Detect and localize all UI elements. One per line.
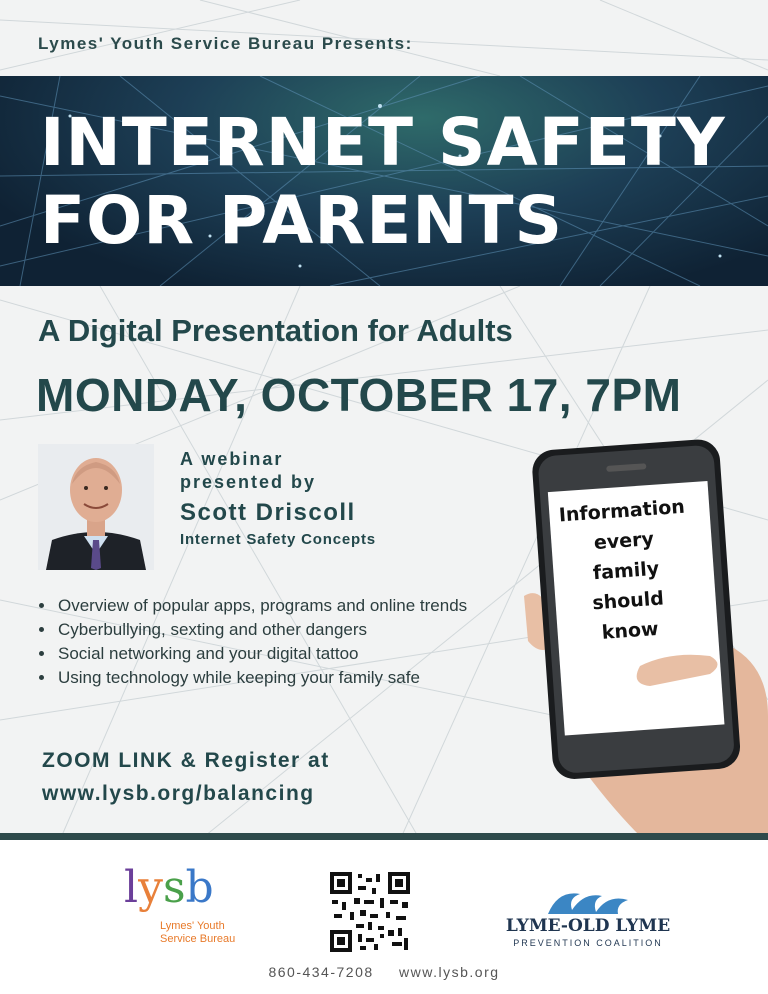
webinar-line1: A webinar (180, 449, 284, 469)
registration-info (42, 744, 462, 810)
phone-text-line: know (601, 617, 660, 644)
wave-logo-icon (498, 884, 678, 918)
phone-illustration (520, 436, 768, 836)
lysb-wordmark: lysb (124, 862, 214, 913)
presenter-organization: Internet Safety Concepts (180, 531, 376, 548)
title-banner (0, 76, 768, 286)
event-title-line1: INTERNET SAFETY (40, 104, 726, 181)
lysb-caption-line1: Lymes' Youth (160, 920, 225, 932)
phone-screen-text (551, 491, 701, 650)
webinar-line2: presented by (180, 472, 317, 492)
event-subtitle: A Digital Presentation for Adults (38, 313, 513, 348)
phone-text-line: Information (558, 495, 686, 527)
presenter-org-line: Lymes' Youth Service Bureau Presents: (38, 34, 413, 53)
contact-line (0, 964, 768, 980)
lysb-logo (124, 862, 248, 950)
footer-divider (0, 833, 768, 840)
contact-website[interactable]: www.lysb.org (399, 964, 500, 980)
phone-text-line: every (593, 528, 655, 555)
event-date: MONDAY, OCTOBER 17, 7PM (36, 369, 682, 421)
phone-text-line: family (592, 557, 660, 585)
speaker-photo (38, 444, 154, 570)
presenter-name: Scott Driscoll (180, 499, 356, 526)
coalition-logo (498, 884, 678, 954)
list-item: • Using technology while keeping your family safe (56, 666, 516, 690)
webinar-info (180, 448, 480, 550)
topic-list (38, 594, 516, 690)
phone-text-line: should (591, 587, 665, 615)
list-item: • Cyberbullying, sexting and other dangers (56, 618, 516, 642)
lysb-logo-caption (160, 920, 235, 946)
qr-code-icon[interactable] (330, 872, 410, 952)
footer (0, 840, 768, 994)
event-title (40, 104, 726, 260)
coalition-logo-subtitle: PREVENTION COALITION (513, 938, 663, 948)
list-item: • Overview of popular apps, programs and online trends (56, 594, 516, 618)
register-link[interactable]: www.lysb.org/balancing (42, 782, 315, 805)
event-title-line2: FOR PARENTS (40, 182, 564, 259)
register-label: ZOOM LINK & Register at (42, 749, 330, 772)
contact-phone[interactable]: 860-434-7208 (268, 964, 374, 980)
lysb-caption-line2: Service Bureau (160, 933, 236, 945)
coalition-logo-title: LYME-OLD LYME (505, 916, 671, 936)
list-item: • Social networking and your digital tattoo (56, 642, 516, 666)
